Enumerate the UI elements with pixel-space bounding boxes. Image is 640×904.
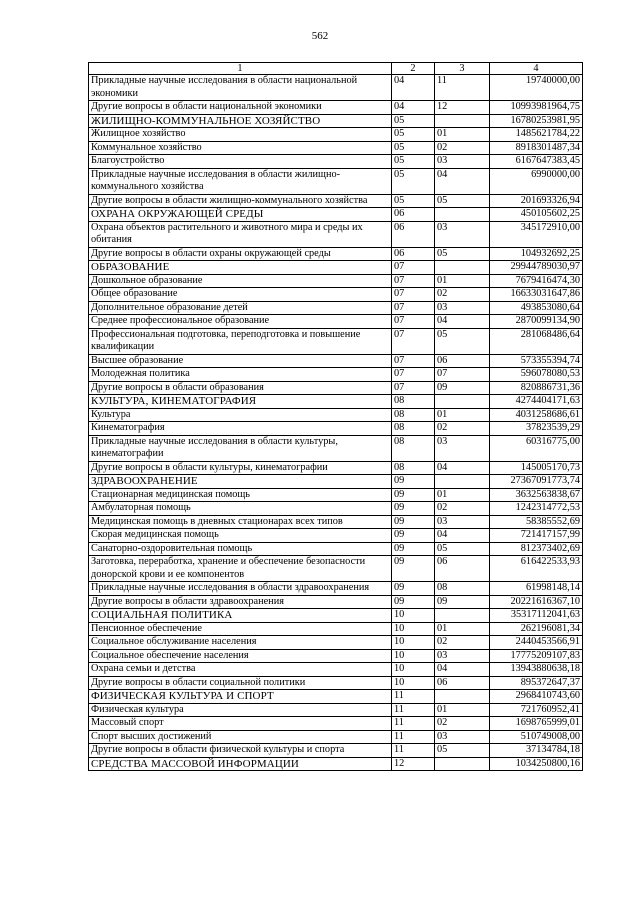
row-name: Скорая медицинская помощь: [89, 529, 392, 543]
table-row: [89, 676, 583, 690]
row-name: Прикладные научные исследования в области национальной экономики: [89, 75, 392, 101]
table-row: [89, 354, 583, 368]
row-name: Другие вопросы в области жилищно-коммунального хозяйства: [89, 194, 392, 208]
row-subsection-code: [435, 261, 490, 275]
row-amount: 6167647383,45: [490, 155, 583, 169]
row-subsection-code: 02: [435, 141, 490, 155]
row-name: Медицинская помощь в дневных стационарах всех типов: [89, 515, 392, 529]
table-row: [89, 247, 583, 261]
table-row: [89, 649, 583, 663]
row-name: СОЦИАЛЬНАЯ ПОЛИТИКА: [89, 609, 392, 623]
table-row: [89, 168, 583, 194]
row-name: ЖИЛИЩНО-КОММУНАЛЬНОЕ ХОЗЯЙСТВО: [89, 114, 392, 128]
row-subsection-code: 03: [435, 301, 490, 315]
row-name: Профессиональная подготовка, переподготовка и повышение квалификации: [89, 328, 392, 354]
page-number: 562: [311, 30, 329, 42]
row-subsection-code: 05: [435, 328, 490, 354]
row-amount: 493853080,64: [490, 301, 583, 315]
row-amount: 10993981964,75: [490, 101, 583, 115]
section-header-row: [89, 261, 583, 275]
table-row: [89, 529, 583, 543]
row-subsection-code: 07: [435, 368, 490, 382]
table-row: [89, 556, 583, 582]
row-amount: 1485621784,22: [490, 128, 583, 142]
row-section-code: 08: [392, 395, 435, 409]
row-subsection-code: 04: [435, 315, 490, 329]
row-amount: 262196081,34: [490, 622, 583, 636]
row-subsection-code: 09: [435, 595, 490, 609]
row-section-code: 07: [392, 288, 435, 302]
row-name: Среднее профессиональное образование: [89, 315, 392, 329]
row-name: КУЛЬТУРА, КИНЕМАТОГРАФИЯ: [89, 395, 392, 409]
section-header-row: [89, 114, 583, 128]
row-section-code: 07: [392, 315, 435, 329]
row-subsection-code: 04: [435, 529, 490, 543]
row-section-code: 04: [392, 75, 435, 101]
row-name: Общее образование: [89, 288, 392, 302]
row-subsection-code: 03: [435, 515, 490, 529]
row-amount: 20221616367,10: [490, 595, 583, 609]
row-amount: 37134784,18: [490, 744, 583, 758]
row-subsection-code: 03: [435, 221, 490, 247]
budget-table-body: [89, 75, 583, 771]
row-subsection-code: 02: [435, 717, 490, 731]
table-row: [89, 288, 583, 302]
column-header-name: 1: [89, 63, 392, 75]
column-header-row: [89, 63, 583, 75]
row-name: Прикладные научные исследования в области культуры, кинематографии: [89, 435, 392, 461]
row-section-code: 08: [392, 408, 435, 422]
row-amount: 2870099134,90: [490, 315, 583, 329]
row-subsection-code: 01: [435, 622, 490, 636]
row-amount: 450105602,25: [490, 208, 583, 222]
row-name: Санаторно-оздоровительная помощь: [89, 542, 392, 556]
row-name: Жилищное хозяйство: [89, 128, 392, 142]
row-amount: 7679416474,30: [490, 274, 583, 288]
row-amount: 35317112041,63: [490, 609, 583, 623]
row-name: Благоустройство: [89, 155, 392, 169]
table-row: [89, 328, 583, 354]
row-amount: 895372647,37: [490, 676, 583, 690]
row-subsection-code: 11: [435, 75, 490, 101]
row-section-code: 08: [392, 435, 435, 461]
row-section-code: 11: [392, 730, 435, 744]
row-subsection-code: [435, 395, 490, 409]
row-name: Другие вопросы в области образования: [89, 381, 392, 395]
row-section-code: 05: [392, 168, 435, 194]
row-amount: 16633031647,86: [490, 288, 583, 302]
column-header-subsection: 3: [435, 63, 490, 75]
row-subsection-code: 01: [435, 128, 490, 142]
row-amount: 510749008,00: [490, 730, 583, 744]
row-subsection-code: 05: [435, 542, 490, 556]
row-subsection-code: 06: [435, 556, 490, 582]
row-name: Социальное обслуживание населения: [89, 636, 392, 650]
row-subsection-code: 01: [435, 408, 490, 422]
row-amount: 58385552,69: [490, 515, 583, 529]
row-section-code: 09: [392, 515, 435, 529]
row-section-code: 05: [392, 155, 435, 169]
row-section-code: 06: [392, 221, 435, 247]
row-amount: 345172910,00: [490, 221, 583, 247]
row-section-code: 04: [392, 101, 435, 115]
budget-table: [88, 62, 583, 771]
row-section-code: 07: [392, 261, 435, 275]
row-amount: 4031258686,61: [490, 408, 583, 422]
row-amount: 27367091773,74: [490, 475, 583, 489]
row-name: Массовый спорт: [89, 717, 392, 731]
row-amount: 616422533,93: [490, 556, 583, 582]
row-name: Физическая культура: [89, 703, 392, 717]
row-section-code: 06: [392, 247, 435, 261]
table-row: [89, 381, 583, 395]
section-header-row: [89, 475, 583, 489]
row-amount: 573355394,74: [490, 354, 583, 368]
row-amount: 16780253981,95: [490, 114, 583, 128]
row-name: Дошкольное образование: [89, 274, 392, 288]
row-amount: 596078080,53: [490, 368, 583, 382]
row-name: СРЕДСТВА МАССОВОЙ ИНФОРМАЦИИ: [89, 757, 392, 771]
table-row: [89, 315, 583, 329]
row-section-code: 11: [392, 717, 435, 731]
row-amount: 37823539,29: [490, 422, 583, 436]
row-amount: 13943880638,18: [490, 663, 583, 677]
row-section-code: 10: [392, 663, 435, 677]
section-header-row: [89, 208, 583, 222]
table-row: [89, 488, 583, 502]
table-row: [89, 141, 583, 155]
row-section-code: 11: [392, 703, 435, 717]
table-row: [89, 663, 583, 677]
row-section-code: 09: [392, 502, 435, 516]
row-amount: 8918301487,34: [490, 141, 583, 155]
row-section-code: 07: [392, 368, 435, 382]
column-header-amount: 4: [490, 63, 583, 75]
row-name: Амбулаторная помощь: [89, 502, 392, 516]
row-section-code: 09: [392, 582, 435, 596]
section-header-row: [89, 757, 583, 771]
row-name: Охрана объектов растительного и животного мира и среды их обитания: [89, 221, 392, 247]
row-subsection-code: 03: [435, 649, 490, 663]
table-row: [89, 301, 583, 315]
table-row: [89, 435, 583, 461]
row-section-code: 09: [392, 595, 435, 609]
row-section-code: 08: [392, 461, 435, 475]
table-row: [89, 221, 583, 247]
table-row: [89, 155, 583, 169]
section-header-row: [89, 609, 583, 623]
row-section-code: 10: [392, 622, 435, 636]
row-amount: 19740000,00: [490, 75, 583, 101]
row-subsection-code: 05: [435, 247, 490, 261]
row-section-code: 10: [392, 649, 435, 663]
row-subsection-code: [435, 114, 490, 128]
table-row: [89, 101, 583, 115]
row-amount: 2968410743,60: [490, 690, 583, 704]
row-section-code: 05: [392, 114, 435, 128]
row-name: Другие вопросы в области физической культуры и спорта: [89, 744, 392, 758]
row-subsection-code: 03: [435, 155, 490, 169]
row-name: Дополнительное образование детей: [89, 301, 392, 315]
row-amount: 1034250800,16: [490, 757, 583, 771]
table-row: [89, 717, 583, 731]
column-header-section: 2: [392, 63, 435, 75]
row-name: Другие вопросы в области культуры, кинематографии: [89, 461, 392, 475]
row-subsection-code: 12: [435, 101, 490, 115]
row-name: Коммунальное хозяйство: [89, 141, 392, 155]
row-subsection-code: [435, 690, 490, 704]
row-section-code: 07: [392, 274, 435, 288]
row-amount: 812373402,69: [490, 542, 583, 556]
row-name: ФИЗИЧЕСКАЯ КУЛЬТУРА И СПОРТ: [89, 690, 392, 704]
row-name: Другие вопросы в области национальной экономики: [89, 101, 392, 115]
row-subsection-code: 09: [435, 381, 490, 395]
row-subsection-code: 01: [435, 274, 490, 288]
row-amount: 4274404171,63: [490, 395, 583, 409]
table-row: [89, 274, 583, 288]
row-amount: 61998148,14: [490, 582, 583, 596]
row-subsection-code: 06: [435, 676, 490, 690]
row-name: Социальное обеспечение населения: [89, 649, 392, 663]
row-amount: 60316775,00: [490, 435, 583, 461]
row-section-code: 09: [392, 542, 435, 556]
row-subsection-code: 04: [435, 663, 490, 677]
row-name: ОХРАНА ОКРУЖАЮЩЕЙ СРЕДЫ: [89, 208, 392, 222]
table-row: [89, 744, 583, 758]
table-row: [89, 368, 583, 382]
table-row: [89, 703, 583, 717]
row-section-code: 07: [392, 328, 435, 354]
row-section-code: 07: [392, 354, 435, 368]
row-name: Спорт высших достижений: [89, 730, 392, 744]
row-subsection-code: 02: [435, 502, 490, 516]
row-section-code: 05: [392, 128, 435, 142]
row-amount: 6990000,00: [490, 168, 583, 194]
row-amount: 281068486,64: [490, 328, 583, 354]
row-subsection-code: 04: [435, 461, 490, 475]
row-amount: 2440453566,91: [490, 636, 583, 650]
table-row: [89, 542, 583, 556]
table-row: [89, 75, 583, 101]
row-subsection-code: 03: [435, 730, 490, 744]
row-name: Высшее образование: [89, 354, 392, 368]
row-amount: 1698765999,01: [490, 717, 583, 731]
row-name: Кинематография: [89, 422, 392, 436]
row-subsection-code: 05: [435, 194, 490, 208]
row-subsection-code: 02: [435, 422, 490, 436]
table-row: [89, 730, 583, 744]
table-row: [89, 422, 583, 436]
row-subsection-code: [435, 475, 490, 489]
row-amount: 721417157,99: [490, 529, 583, 543]
row-name: Заготовка, переработка, хранение и обеспечение безопасности донорской крови и ее компонентов: [89, 556, 392, 582]
table-row: [89, 128, 583, 142]
table-row: [89, 461, 583, 475]
row-name: Молодежная политика: [89, 368, 392, 382]
row-name: Пенсионное обеспечение: [89, 622, 392, 636]
row-section-code: 12: [392, 757, 435, 771]
row-name: Прикладные научные исследования в области жилищно-коммунального хозяйства: [89, 168, 392, 194]
table-row: [89, 408, 583, 422]
row-section-code: 09: [392, 556, 435, 582]
row-section-code: 11: [392, 744, 435, 758]
table-row: [89, 595, 583, 609]
row-name: Культура: [89, 408, 392, 422]
row-amount: 3632563838,67: [490, 488, 583, 502]
table-row: [89, 636, 583, 650]
row-section-code: 09: [392, 475, 435, 489]
section-header-row: [89, 395, 583, 409]
row-subsection-code: 02: [435, 636, 490, 650]
row-section-code: 07: [392, 301, 435, 315]
row-subsection-code: 01: [435, 488, 490, 502]
row-subsection-code: 03: [435, 435, 490, 461]
row-name: ЗДРАВООХРАНЕНИЕ: [89, 475, 392, 489]
row-section-code: 10: [392, 636, 435, 650]
section-header-row: [89, 690, 583, 704]
row-amount: 29944789030,97: [490, 261, 583, 275]
row-name: Охрана семьи и детства: [89, 663, 392, 677]
row-subsection-code: 06: [435, 354, 490, 368]
row-name: Другие вопросы в области охраны окружающей среды: [89, 247, 392, 261]
row-section-code: 05: [392, 141, 435, 155]
row-subsection-code: 02: [435, 288, 490, 302]
row-section-code: 08: [392, 422, 435, 436]
row-subsection-code: [435, 757, 490, 771]
row-name: Стационарная медицинская помощь: [89, 488, 392, 502]
row-section-code: 09: [392, 488, 435, 502]
row-amount: 1242314772,53: [490, 502, 583, 516]
table-row: [89, 582, 583, 596]
row-subsection-code: 05: [435, 744, 490, 758]
row-section-code: 11: [392, 690, 435, 704]
row-amount: 721760952,41: [490, 703, 583, 717]
row-section-code: 05: [392, 194, 435, 208]
table-row: [89, 194, 583, 208]
row-section-code: 10: [392, 676, 435, 690]
row-amount: 104932692,25: [490, 247, 583, 261]
row-name: Другие вопросы в области здравоохранения: [89, 595, 392, 609]
row-section-code: 09: [392, 529, 435, 543]
row-subsection-code: [435, 609, 490, 623]
row-amount: 201693326,94: [490, 194, 583, 208]
row-name: Другие вопросы в области социальной политики: [89, 676, 392, 690]
table-row: [89, 515, 583, 529]
table-row: [89, 622, 583, 636]
table-row: [89, 502, 583, 516]
row-subsection-code: 08: [435, 582, 490, 596]
row-subsection-code: [435, 208, 490, 222]
row-name: ОБРАЗОВАНИЕ: [89, 261, 392, 275]
row-amount: 17775209107,83: [490, 649, 583, 663]
row-amount: 145005170,73: [490, 461, 583, 475]
row-subsection-code: 01: [435, 703, 490, 717]
row-section-code: 07: [392, 381, 435, 395]
row-name: Прикладные научные исследования в области здравоохранения: [89, 582, 392, 596]
row-amount: 820886731,36: [490, 381, 583, 395]
row-section-code: 06: [392, 208, 435, 222]
row-subsection-code: 04: [435, 168, 490, 194]
row-section-code: 10: [392, 609, 435, 623]
